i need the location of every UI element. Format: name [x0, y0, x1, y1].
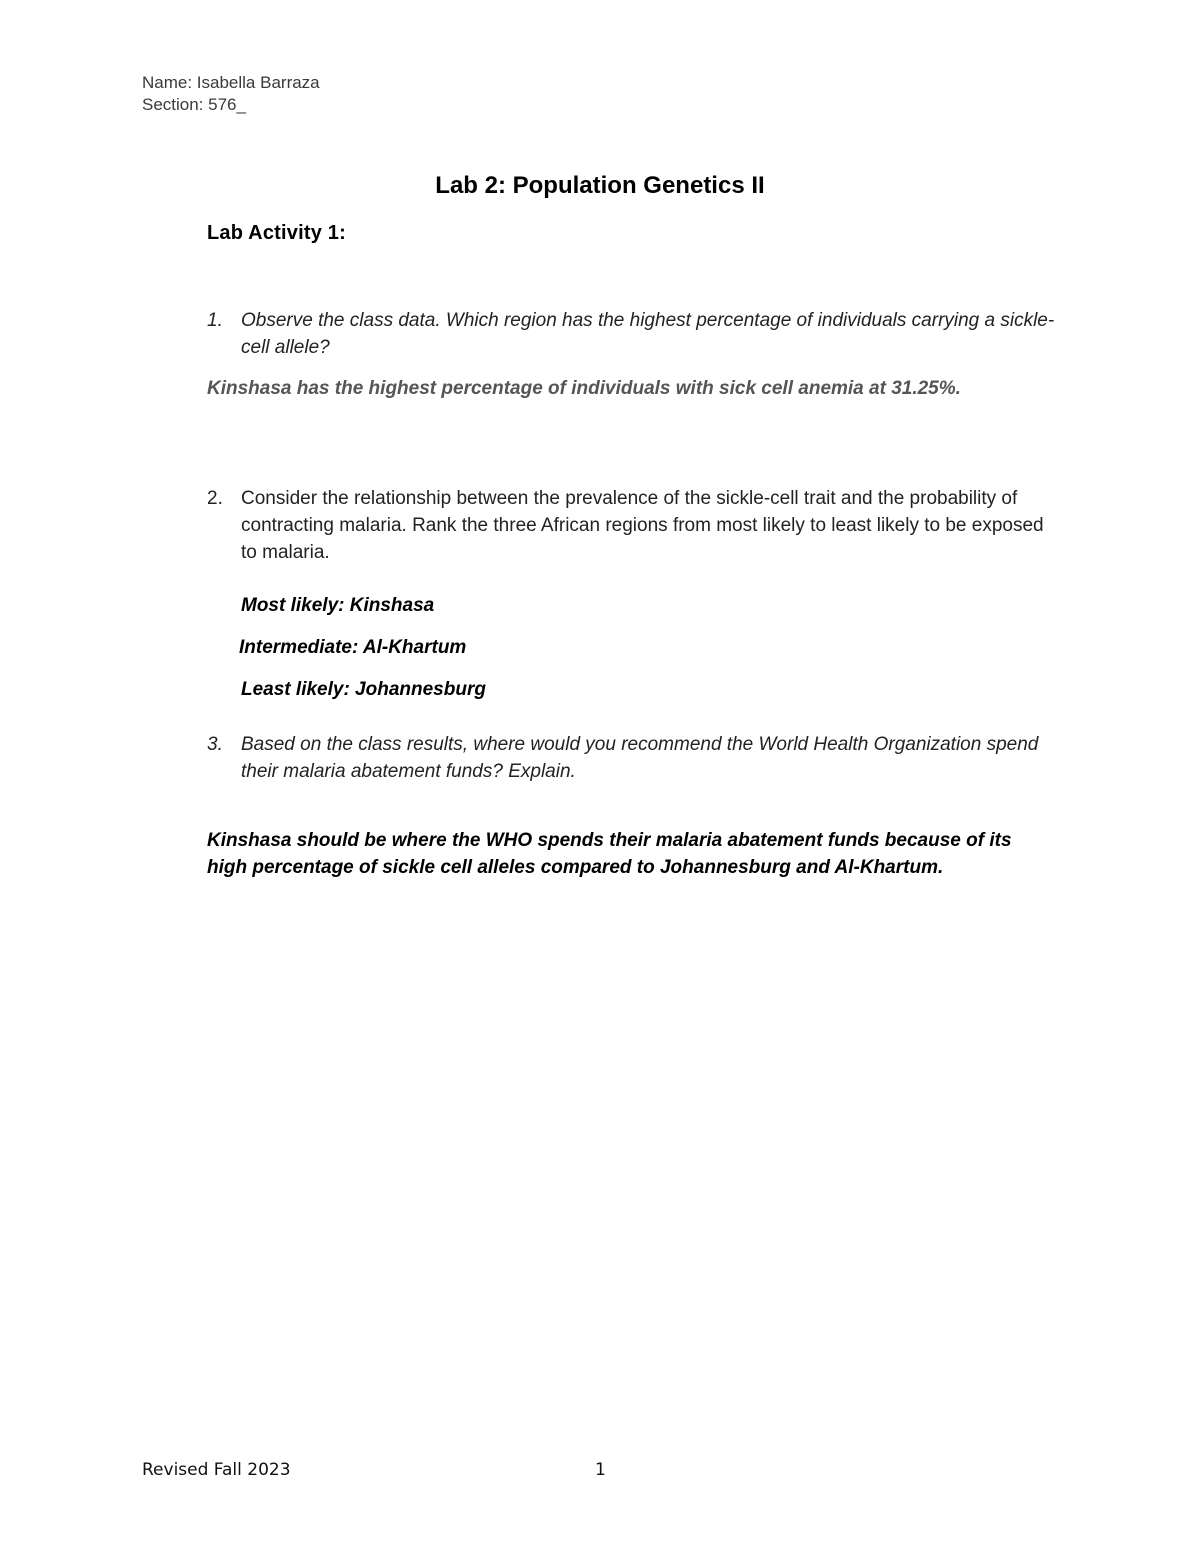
question-3 — [207, 731, 1057, 785]
question-2-text: Consider the relationship between the prevalence of the sickle-cell trait and the probability of contracting malaria. Rank the three African regions from most likely to least likely to be exposed to malaria. — [241, 488, 1044, 563]
footer-revised-date: Revised Fall 2023 — [142, 1460, 291, 1480]
question-1-number: 1. — [207, 310, 223, 331]
activity-heading: Lab Activity 1: — [207, 222, 346, 244]
answer-3: Kinshasa should be where the WHO spends their malaria abatement funds because of its high percentage of sickle cell alleles compared to Johannesburg and Al-Khartum. — [207, 830, 1012, 878]
answer-2-least-likely: Least likely: Johannesburg — [241, 679, 486, 700]
question-3-number: 3. — [207, 734, 223, 755]
answer-2-most-likely: Most likely: Kinshasa — [241, 595, 435, 616]
question-3-text: Based on the class results, where would you recommend the World Health Organization spend their malaria abatement funds? Explain. — [241, 734, 1039, 782]
answer-2-intermediate: Intermediate: Al-Khartum — [239, 637, 467, 658]
page-title: Lab 2: Population Genetics II — [435, 172, 765, 199]
question-1 — [207, 307, 1057, 361]
footer-page-number: 1 — [595, 1460, 606, 1480]
answer-1: Kinshasa has the highest percentage of individuals with sick cell anemia at 31.25%. — [207, 378, 961, 399]
question-1-text: Observe the class data. Which region has the highest percentage of individuals carrying a sickle-cell allele? — [241, 310, 1055, 358]
section-number: Section: 576_ — [142, 95, 246, 114]
student-name: Name: Isabella Barraza — [142, 73, 320, 92]
question-2-number: 2. — [207, 488, 223, 509]
question-2 — [207, 485, 1057, 566]
